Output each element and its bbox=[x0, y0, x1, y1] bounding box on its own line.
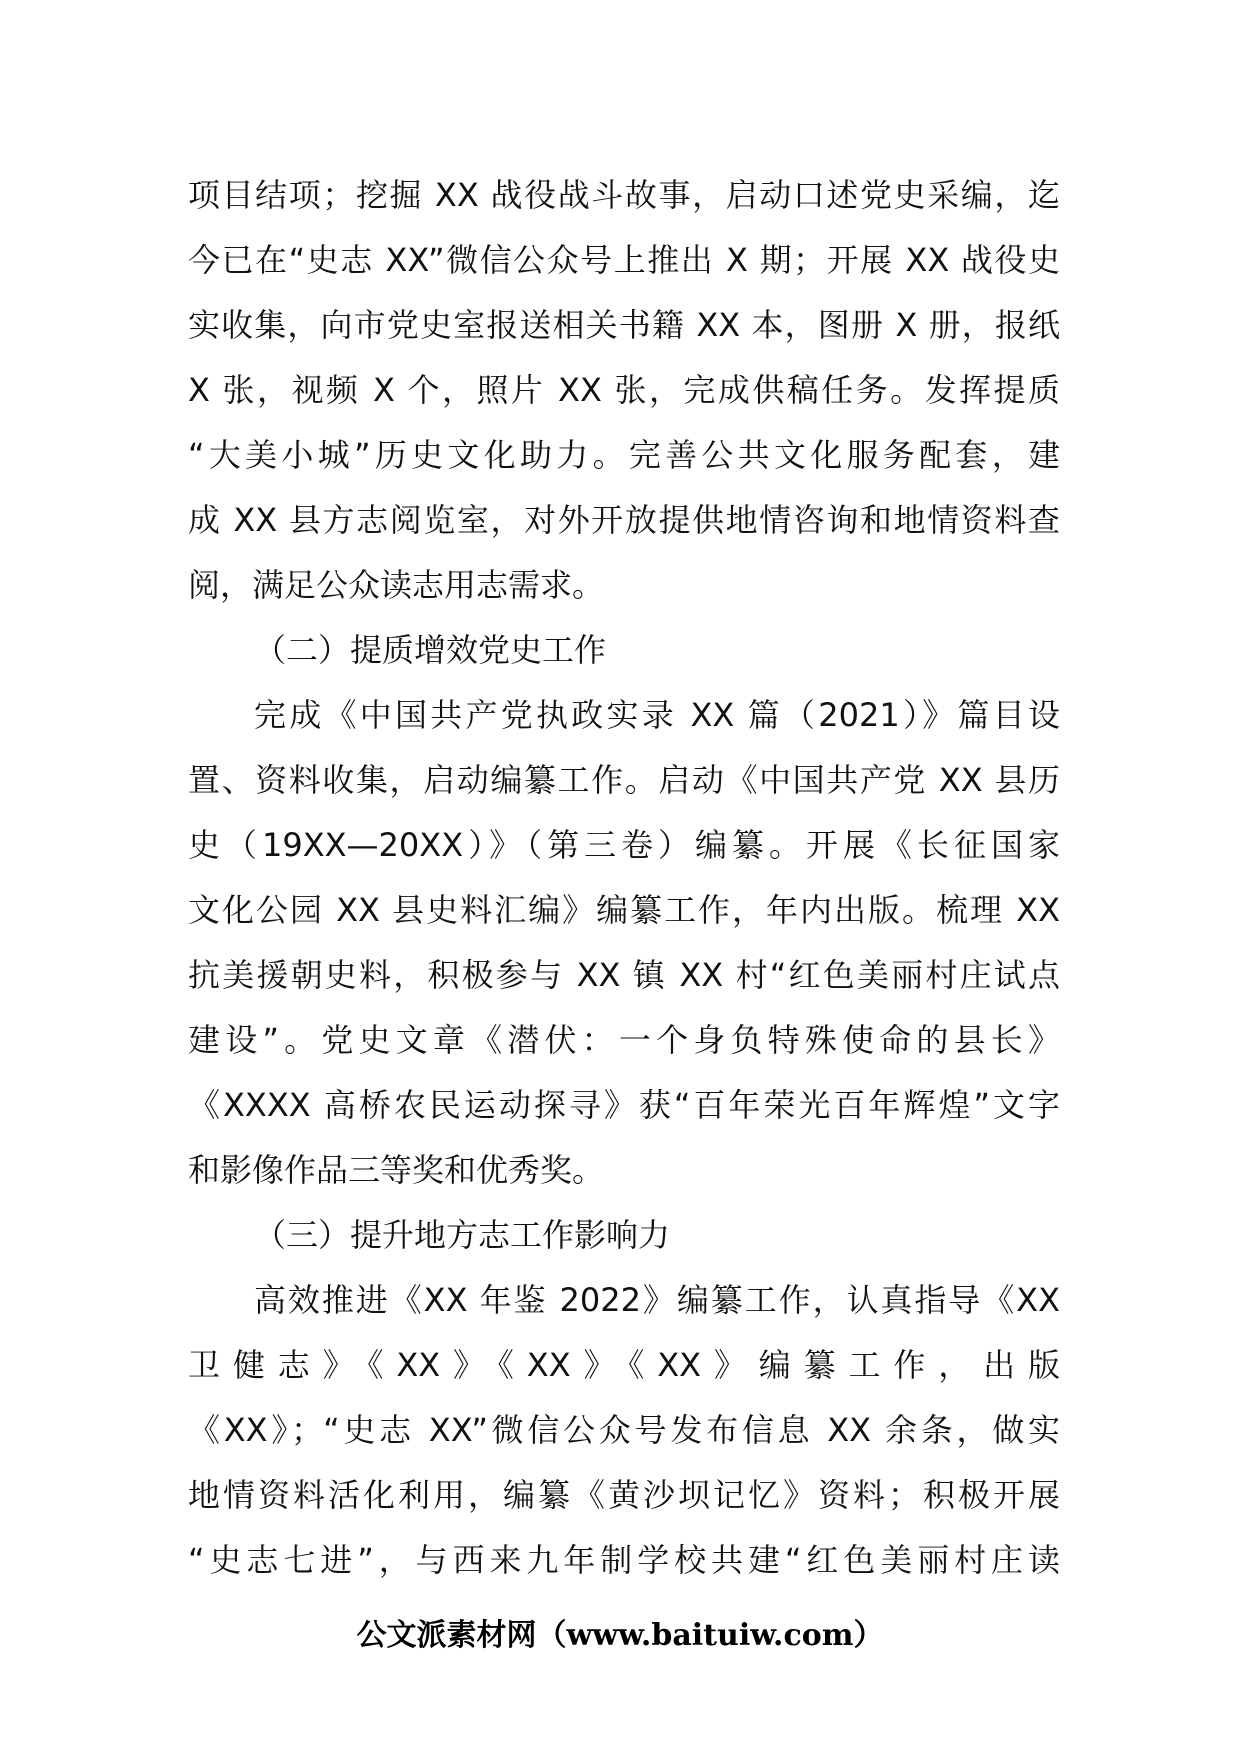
text-line: 成 XX 县方志阅览室，对外开放提供地情咨询和地情资料查 bbox=[188, 501, 1060, 539]
text-line: 《XX》；“史志 XX”微信公众号发布信息 XX 余条，做实 bbox=[188, 1411, 1060, 1449]
text-line: 项目结项；挖掘 XX 战役战斗故事，启动口述党史采编，迄 bbox=[188, 176, 1060, 214]
text-line: “大美小城”历史文化助力。完善公共文化服务配套，建 bbox=[188, 436, 1060, 474]
section-heading: （三）提升地方志工作影响力 bbox=[254, 1216, 671, 1254]
section-heading: （二）提质增效党史工作 bbox=[254, 631, 607, 669]
text-line: 史（19XX—20XX）》（第三卷）编纂。开展《长征国家 bbox=[188, 826, 1060, 864]
text-line: 文化公园 XX 县史料汇编》编纂工作，年内出版。梳理 XX bbox=[188, 891, 1060, 929]
text-line: 《XXXX 高桥农民运动探寻》获“百年荣光百年辉煌”文字 bbox=[188, 1086, 1060, 1124]
text-line: 建设”。党史文章《潜伏：一个身负特殊使命的县长》 bbox=[188, 1021, 1060, 1059]
paragraph-first-line: 完成《中国共产党执政实录 XX 篇（2021）》篇目设 bbox=[254, 696, 1060, 734]
footer-watermark: 公文派素材网（www.baituiw.com） bbox=[356, 1618, 884, 1653]
text-line: 卫健志》《XX》《XX》《XX》编纂工作，出版 bbox=[188, 1346, 1060, 1384]
text-line: 实收集，向市党史室报送相关书籍 XX 本，图册 X 册，报纸 bbox=[188, 306, 1060, 344]
text-line: 抗美援朝史料，积极参与 XX 镇 XX 村“红色美丽村庄试点 bbox=[188, 956, 1060, 994]
text-line: 阅，满足公众读志用志需求。 bbox=[188, 566, 605, 604]
document-body bbox=[188, 163, 1060, 1593]
text-line: X 张，视频 X 个，照片 XX 张，完成供稿任务。发挥提质 bbox=[188, 371, 1060, 409]
text-line: 地情资料活化利用，编纂《黄沙坝记忆》资料；积极开展 bbox=[188, 1476, 1060, 1514]
text-line: 今已在“史志 XX”微信公众号上推出 X 期；开展 XX 战役史 bbox=[188, 241, 1060, 279]
paragraph-first-line: 高效推进《XX 年鉴 2022》编纂工作，认真指导《XX bbox=[254, 1281, 1060, 1319]
text-line: “史志七进”，与西来九年制学校共建“红色美丽村庄读 bbox=[188, 1541, 1060, 1579]
text-line: 置、资料收集，启动编纂工作。启动《中国共产党 XX 县历 bbox=[188, 761, 1060, 799]
text-line: 和影像作品三等奖和优秀奖。 bbox=[188, 1151, 605, 1189]
